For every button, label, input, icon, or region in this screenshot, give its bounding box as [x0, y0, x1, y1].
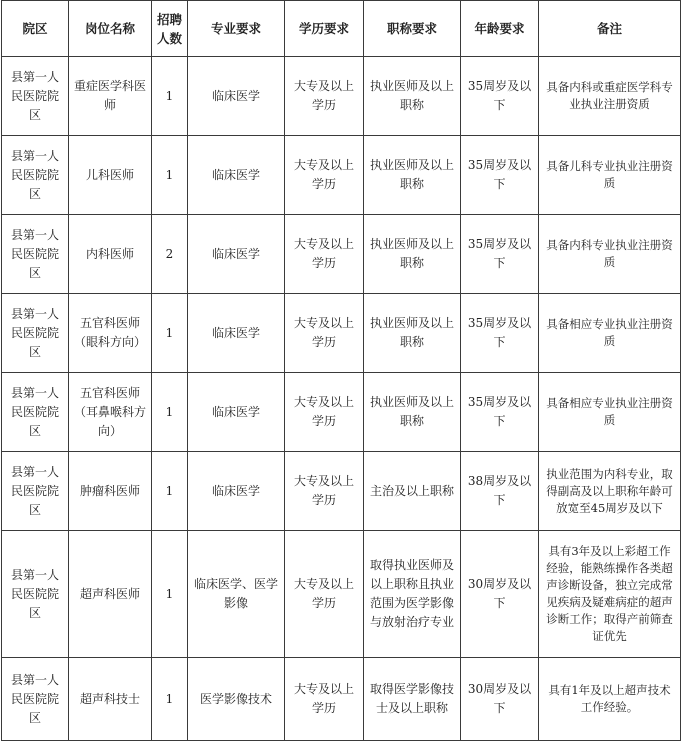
header-title: 职称要求	[364, 1, 461, 57]
cell-major: 临床医学	[188, 373, 285, 452]
cell-position: 内科医师	[69, 215, 152, 294]
cell-count: 1	[152, 136, 188, 215]
cell-major: 临床医学	[188, 136, 285, 215]
cell-major: 临床医学、医学影像	[188, 531, 285, 658]
cell-age: 30周岁及以下	[461, 531, 539, 658]
recruitment-table	[1, 0, 681, 741]
cell-position: 五官科医师（耳鼻喉科方向）	[69, 373, 152, 452]
cell-title: 执业医师及以上职称	[364, 57, 461, 136]
cell-remark: 具有3年及以上彩超工作经验，能熟练操作各类超声诊断设备，独立完成常见疾病及疑难病症的超声诊断工作；取得产前筛查证优先	[539, 531, 681, 658]
table-row	[2, 215, 681, 294]
cell-title: 主治及以上职称	[364, 452, 461, 531]
cell-count: 1	[152, 294, 188, 373]
cell-age: 35周岁及以下	[461, 136, 539, 215]
table-row	[2, 531, 681, 658]
header-major: 专业要求	[188, 1, 285, 57]
cell-count: 1	[152, 57, 188, 136]
cell-education: 大专及以上学历	[285, 373, 364, 452]
header-education: 学历要求	[285, 1, 364, 57]
cell-campus: 县第一人民医院院区	[2, 531, 69, 658]
header-age: 年龄要求	[461, 1, 539, 57]
cell-campus: 县第一人民医院院区	[2, 215, 69, 294]
cell-remark: 执业范围为内科专业，取得副高及以上职称年龄可放宽至45周岁及以下	[539, 452, 681, 531]
cell-age: 30周岁及以下	[461, 658, 539, 741]
table-row	[2, 57, 681, 136]
cell-education: 大专及以上学历	[285, 57, 364, 136]
table-row	[2, 452, 681, 531]
table-row	[2, 136, 681, 215]
table-row	[2, 658, 681, 741]
cell-major: 临床医学	[188, 452, 285, 531]
cell-title: 取得执业医师及以上职称且执业范围为医学影像与放射治疗专业	[364, 531, 461, 658]
cell-title: 取得医学影像技士及以上职称	[364, 658, 461, 741]
cell-major: 临床医学	[188, 215, 285, 294]
cell-title: 执业医师及以上职称	[364, 294, 461, 373]
cell-count: 1	[152, 531, 188, 658]
cell-education: 大专及以上学历	[285, 531, 364, 658]
cell-title: 执业医师及以上职称	[364, 136, 461, 215]
header-remark: 备注	[539, 1, 681, 57]
header-count: 招聘人数	[152, 1, 188, 57]
table-row	[2, 294, 681, 373]
cell-campus: 县第一人民医院院区	[2, 373, 69, 452]
cell-position: 儿科医师	[69, 136, 152, 215]
cell-age: 35周岁及以下	[461, 215, 539, 294]
cell-position: 五官科医师（眼科方向）	[69, 294, 152, 373]
cell-age: 35周岁及以下	[461, 294, 539, 373]
header-campus: 院区	[2, 1, 69, 57]
header-row	[2, 1, 681, 57]
cell-education: 大专及以上学历	[285, 452, 364, 531]
cell-count: 1	[152, 452, 188, 531]
cell-campus: 县第一人民医院院区	[2, 136, 69, 215]
cell-campus: 县第一人民医院院区	[2, 658, 69, 741]
cell-remark: 具备内科或重症医学科专业执业注册资质	[539, 57, 681, 136]
cell-campus: 县第一人民医院院区	[2, 57, 69, 136]
cell-remark: 具有1年及以上超声技术工作经验。	[539, 658, 681, 741]
cell-count: 1	[152, 658, 188, 741]
cell-position: 重症医学科医师	[69, 57, 152, 136]
cell-education: 大专及以上学历	[285, 658, 364, 741]
cell-position: 肿瘤科医师	[69, 452, 152, 531]
cell-age: 35周岁及以下	[461, 373, 539, 452]
cell-campus: 县第一人民医院院区	[2, 294, 69, 373]
cell-count: 2	[152, 215, 188, 294]
cell-education: 大专及以上学历	[285, 294, 364, 373]
cell-major: 医学影像技术	[188, 658, 285, 741]
cell-remark: 具备相应专业执业注册资质	[539, 294, 681, 373]
cell-position: 超声科技士	[69, 658, 152, 741]
cell-count: 1	[152, 373, 188, 452]
cell-remark: 具备相应专业执业注册资质	[539, 373, 681, 452]
cell-education: 大专及以上学历	[285, 136, 364, 215]
cell-major: 临床医学	[188, 57, 285, 136]
cell-title: 执业医师及以上职称	[364, 373, 461, 452]
cell-title: 执业医师及以上职称	[364, 215, 461, 294]
cell-age: 38周岁及以下	[461, 452, 539, 531]
cell-education: 大专及以上学历	[285, 215, 364, 294]
cell-position: 超声科医师	[69, 531, 152, 658]
cell-remark: 具备儿科专业执业注册资质	[539, 136, 681, 215]
table-row	[2, 373, 681, 452]
cell-remark: 具备内科专业执业注册资质	[539, 215, 681, 294]
cell-age: 35周岁及以下	[461, 57, 539, 136]
cell-campus: 县第一人民医院院区	[2, 452, 69, 531]
header-position: 岗位名称	[69, 1, 152, 57]
cell-major: 临床医学	[188, 294, 285, 373]
